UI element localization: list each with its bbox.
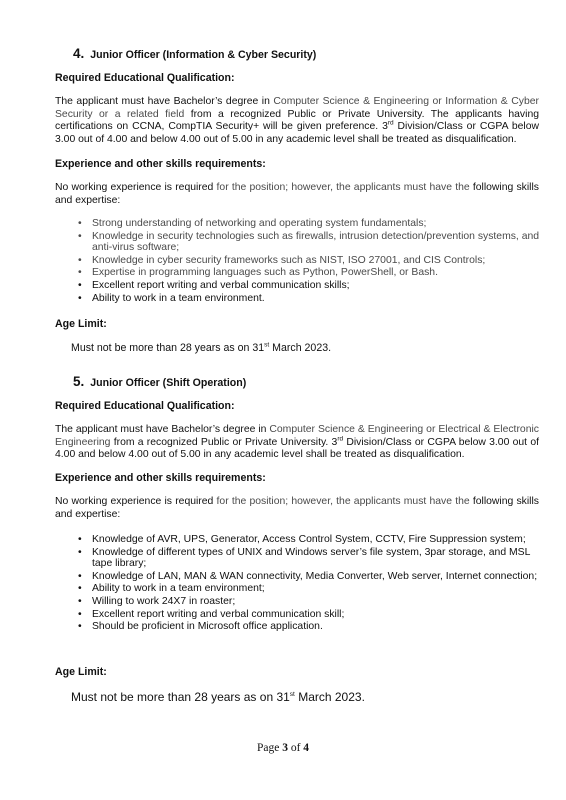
age-limit-text: March 2023. <box>294 690 365 704</box>
experience-text: No working experience is required <box>55 496 214 507</box>
skills-list <box>92 534 542 634</box>
list-item: • Knowledge of LAN, MAN & WAN connectivity, Media Converter, Web server, Internet connection; <box>92 571 542 583</box>
skills-list <box>92 218 542 305</box>
list-item: • Expertise in programming languages such as Python, PowerShell, or Bash. <box>92 267 542 279</box>
qualification-degree: Computer Science & Engineering or Electrical & Electronic Engineering <box>55 424 539 448</box>
list-item: • Should be proficient in Microsoft office application. <box>92 621 542 633</box>
qualification-heading-text: Educational Qualification: <box>103 400 235 412</box>
experience-paragraph <box>55 496 539 521</box>
section-title: Junior Officer (Shift Operation) <box>90 377 247 389</box>
list-item: • Knowledge in security technologies such as firewalls, intrusion detection/prevention systems, and anti-virus software; <box>92 231 542 254</box>
experience-text: following skills and expertise: <box>55 182 539 206</box>
list-item: • Ability to work in a team environment. <box>92 293 542 305</box>
page-label: Page <box>256 742 283 754</box>
qualification-heading-text: Educational Qualification: <box>103 72 235 84</box>
qualification-paragraph <box>55 96 539 146</box>
age-limit-value <box>71 690 365 704</box>
section-number: 5. <box>73 374 85 389</box>
age-limit-heading: Age Limit: <box>55 666 107 678</box>
list-item: • Ability to work in a team environment; <box>92 583 542 595</box>
qualification-heading <box>55 72 539 84</box>
experience-text: No working experience is required <box>55 182 214 193</box>
list-item: • Knowledge in cyber security frameworks such as NIST, ISO 27001, and CIS Controls; <box>92 255 542 267</box>
experience-heading: Experience and other skills requirements: <box>55 472 266 484</box>
page-of-label: of <box>287 742 304 754</box>
qualification-text: from a recognized Public or Private University. The applicants having certifications on CCNA, CompTIA Security+ will be given preference. 3 <box>55 108 539 133</box>
section-heading <box>55 46 539 61</box>
section-number: 4. <box>73 46 85 61</box>
age-limit-heading: Age Limit: <box>55 318 107 330</box>
age-limit-value <box>71 342 331 354</box>
total-page-number: 4 <box>303 742 310 754</box>
qualification-heading-prefix: Required <box>55 400 104 412</box>
current-page-number: 3 <box>282 742 288 754</box>
qualification-text: Division/Class or CGPA below 3.00 out of 4.00 and below 4.00 out of 5.00 in any academic level shall be treated as disqualification. <box>55 436 539 461</box>
list-item: • Knowledge of different types of UNIX and Windows server’s file system, 3par storage, and MSL tape library; <box>92 547 542 570</box>
section-title: Junior Officer (Information & Cyber Security) <box>90 49 317 61</box>
qualification-degree: Computer Science & Engineering or Information & Cyber Security or a related field <box>55 96 539 120</box>
ordinal-superscript: rd <box>387 119 394 127</box>
ordinal-superscript: st <box>289 691 295 698</box>
qualification-text: from a recognized Public or Private University. 3 <box>110 436 338 448</box>
page-number-footer <box>0 742 566 754</box>
section-heading <box>55 374 539 389</box>
list-item: • Excellent report writing and verbal communication skills; <box>92 280 542 292</box>
experience-paragraph <box>55 182 539 207</box>
qualification-text: Division/Class or CGPA below 3.00 out of 4.00 and below 4.00 out of 5.00 in any academic level shall be treated as disqualification. <box>55 121 539 145</box>
experience-heading: Experience and other skills requirements: <box>55 158 266 170</box>
qualification-heading-prefix: Required <box>55 72 104 84</box>
qualification-text: The applicant must have Bachelor’s degree in <box>55 96 274 107</box>
experience-text: for the position; however, the applicants must have the <box>213 182 473 193</box>
ordinal-superscript: rd <box>337 435 344 443</box>
qualification-heading <box>55 400 539 412</box>
age-limit-text: Must not be more than 28 years as on 31 <box>71 690 290 704</box>
experience-text: for the position; however, the applicants must have the <box>213 496 473 507</box>
age-limit-text: Must not be more than 28 years as on 31 <box>71 342 265 354</box>
qualification-text: The applicant must have Bachelor’s degree in <box>55 424 270 435</box>
list-item: • Excellent report writing and verbal communication skill; <box>92 609 542 621</box>
ordinal-superscript: st <box>264 341 270 349</box>
qualification-paragraph <box>55 424 539 462</box>
experience-text: following skills and expertise: <box>55 496 539 520</box>
list-item: • Strong understanding of networking and operating system fundamentals; <box>92 218 542 230</box>
age-limit-text: March 2023. <box>269 342 332 354</box>
list-item: • Willing to work 24X7 in roaster; <box>92 596 542 608</box>
list-item: • Knowledge of AVR, UPS, Generator, Access Control System, CCTV, Fire Suppression system; <box>92 534 542 546</box>
